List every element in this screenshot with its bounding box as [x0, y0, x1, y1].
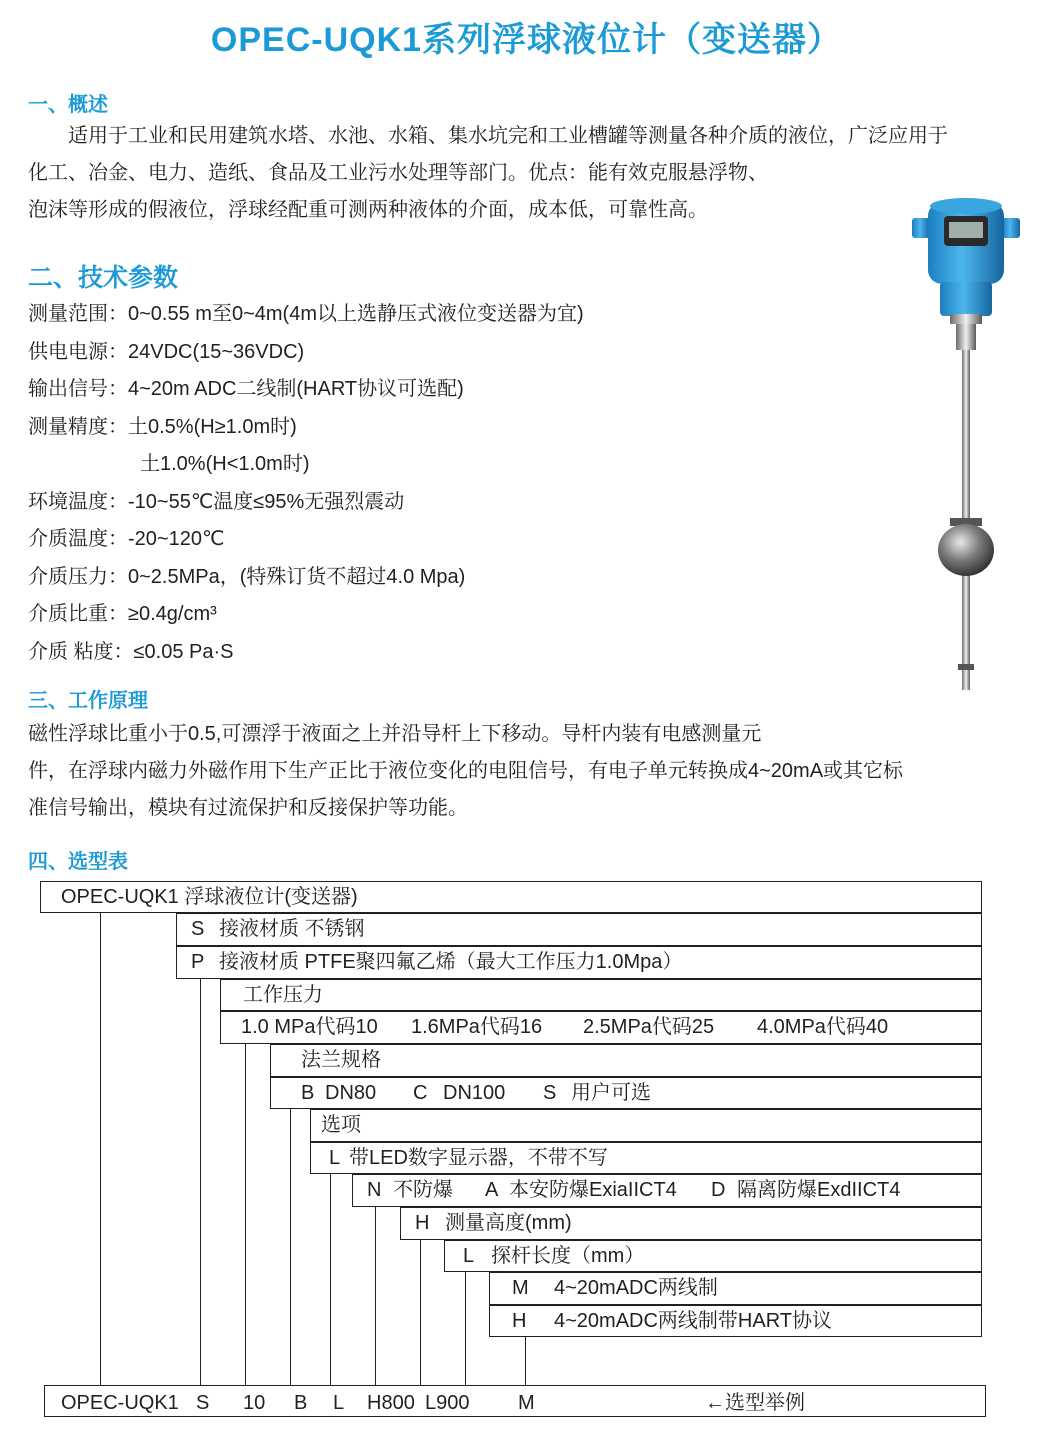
param-row: 介质温度：-20~120℃	[28, 528, 225, 550]
overview-line: 化工、冶金、电力、造纸、食品及工业污水处理等部门。优点：能有效克服悬浮物、	[28, 162, 768, 184]
row-code: L	[329, 1147, 341, 1169]
row-text: DN100	[443, 1082, 506, 1104]
selection-row	[489, 1305, 982, 1337]
section-heading-principle: 三、工作原理	[28, 690, 148, 712]
selection-row	[220, 1011, 982, 1044]
selection-row	[444, 1240, 982, 1272]
row-code: B	[301, 1082, 315, 1104]
row-text: 法兰规格	[301, 1049, 381, 1071]
selection-row	[176, 946, 982, 979]
row-text: 工作压力	[243, 984, 323, 1006]
row-text: 隔离防爆ExdIICT4	[737, 1179, 901, 1201]
row-text: 4.0MPa代码40	[757, 1016, 889, 1038]
example-model: OPEC-UQK1	[61, 1392, 179, 1414]
row-code: H	[512, 1310, 527, 1332]
example-code: B	[294, 1392, 308, 1414]
example-note: ←选型举例	[705, 1392, 805, 1414]
example-code: L	[333, 1392, 345, 1414]
row-text: DN80	[325, 1082, 377, 1104]
row-code: A	[485, 1179, 499, 1201]
row-code: S	[191, 918, 205, 940]
row-code: D	[711, 1179, 726, 1201]
selection-row	[489, 1272, 982, 1305]
param-row: 介质比重：≥0.4g/cm³	[28, 603, 217, 625]
principle-line: 件，在浮球内磁力外磁作用下生产正比于液位变化的电阻信号，有电子单元转换成4~20mA或其它标	[28, 760, 904, 782]
connector-line	[525, 1336, 526, 1385]
principle-line: 磁性浮球比重小于0.5,可漂浮于液面之上并沿导杆上下移动。导杆内装有电感测量元	[28, 723, 762, 745]
connector-line	[245, 1043, 246, 1385]
section-heading-selection: 四、选型表	[28, 851, 128, 873]
param-row: 土1.0%(H<1.0m时)	[140, 453, 310, 475]
connector-line	[290, 1108, 291, 1385]
overview-line: 泡沫等形成的假液位，浮球经配重可测两种液体的介面，成本低，可靠性高。	[28, 199, 708, 221]
tech-params	[28, 296, 584, 671]
row-code: N	[367, 1179, 382, 1201]
selection-row	[176, 913, 982, 946]
row-text: 接液材质 不锈钢	[219, 918, 365, 940]
example-code: 10	[243, 1392, 266, 1414]
connector-line	[100, 913, 101, 1385]
connector-line	[465, 1271, 466, 1385]
connector-line	[200, 978, 201, 1385]
row-text: 用户可选	[571, 1082, 651, 1104]
row-text: 测量高度(mm)	[445, 1212, 572, 1234]
row-code: M	[512, 1277, 529, 1299]
row-code: P	[191, 951, 205, 973]
section-heading-tech: 二、技术参数	[28, 264, 179, 292]
row-text: OPEC-UQK1 浮球液位计(变送器)	[61, 886, 358, 908]
selection-row	[310, 1142, 982, 1174]
row-text: 接液材质 PTFE聚四氟乙烯（最大工作压力1.0Mpa）	[219, 951, 683, 973]
row-text: 4~20mADC两线制带HART协议	[554, 1310, 833, 1332]
example-code: M	[518, 1392, 535, 1414]
row-text: 1.0 MPa代码10	[241, 1016, 378, 1038]
row-text: 本安防爆ExiaIICT4	[509, 1179, 677, 1201]
selection-row	[220, 979, 982, 1011]
page-title: OPEC-UQK1系列浮球液位计（变送器）	[210, 21, 843, 59]
row-code: C	[413, 1082, 428, 1104]
selection-row	[270, 1044, 982, 1077]
connector-line	[420, 1239, 421, 1385]
row-text: 2.5MPa代码25	[583, 1016, 715, 1038]
example-code: S	[196, 1392, 210, 1414]
selection-row	[40, 881, 982, 913]
row-code: L	[463, 1245, 475, 1267]
principle-text	[28, 716, 903, 827]
principle-line: 准信号输出，模块有过流保护和反接保护等功能。	[28, 797, 468, 819]
connector-line	[375, 1207, 376, 1385]
param-row: 介质 粘度：≤0.05 Pa·S	[28, 640, 234, 663]
param-row: 输出信号：4~20m ADC二线制(HART协议可选配)	[28, 378, 464, 400]
param-row: 供电电源：24VDC(15~36VDC)	[28, 340, 305, 363]
connector-line	[330, 1173, 331, 1385]
example-code: H800	[367, 1392, 415, 1414]
row-code: S	[543, 1082, 557, 1104]
example-code: L900	[425, 1392, 470, 1414]
row-text: 选项	[321, 1114, 361, 1136]
param-row: 环境温度：-10~55℃温度≤95%无强烈震动	[28, 490, 405, 513]
overview-text	[28, 118, 948, 229]
param-row: 测量范围：0~0.55 m至0~4m(4m以上选静压式液位变送器为宜)	[28, 303, 584, 325]
param-row: 测量精度：土0.5%(H≥1.0m时)	[28, 415, 297, 438]
row-code: H	[415, 1212, 430, 1234]
selection-row	[310, 1109, 982, 1142]
selection-example-row	[44, 1385, 986, 1417]
section-heading-overview: 一、概述	[28, 94, 108, 116]
selection-row	[270, 1077, 982, 1109]
float-level-transmitter-image	[906, 196, 1026, 696]
param-row: 介质压力：0~2.5MPa，(特殊订货不超过4.0 Mpa)	[28, 565, 466, 588]
row-text: 带LED数字显示器，不带不写	[349, 1147, 608, 1169]
row-text: 1.6MPa代码16	[411, 1016, 543, 1038]
row-text: 探杆长度（mm）	[491, 1245, 645, 1267]
row-text: 4~20mADC两线制	[554, 1277, 718, 1299]
overview-line: 适用于工业和民用建筑水塔、水池、水箱、集水坑完和工业槽罐等测量各种介质的液位，广泛应用于	[68, 125, 948, 147]
row-text: 不防爆	[393, 1179, 453, 1201]
selection-row	[400, 1207, 982, 1240]
selection-row	[352, 1174, 982, 1207]
